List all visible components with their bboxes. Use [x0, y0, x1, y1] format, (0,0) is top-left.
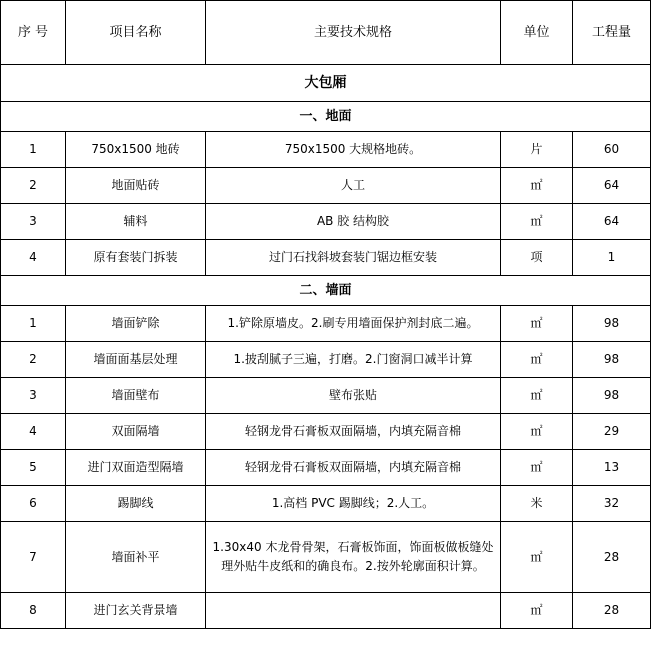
cell-unit: ㎡	[501, 168, 573, 204]
cell-name: 地面贴砖	[66, 168, 206, 204]
header-seq: 序 号	[1, 1, 66, 65]
cell-spec: 1.30x40 木龙骨骨架，石膏板饰面，饰面板做板缝处理外贴牛皮纸和的确良布。2.按外轮廓面积计算。	[206, 522, 501, 593]
header-spec: 主要技术规格	[206, 1, 501, 65]
cell-name: 进门玄关背景墙	[66, 593, 206, 629]
table-row	[1, 204, 651, 240]
cell-unit: 片	[501, 132, 573, 168]
cell-seq: 7	[1, 522, 66, 593]
header-unit: 单位	[501, 1, 573, 65]
table-row	[1, 414, 651, 450]
cell-name: 原有套装门拆装	[66, 240, 206, 276]
cell-unit: ㎡	[501, 522, 573, 593]
cell-spec: 750x1500 大规格地砖。	[206, 132, 501, 168]
section-row	[1, 102, 651, 132]
table-row	[1, 486, 651, 522]
cell-name: 墙面面基层处理	[66, 342, 206, 378]
cell-spec: 人工	[206, 168, 501, 204]
cell-qty: 29	[573, 414, 651, 450]
cell-name: 750x1500 地砖	[66, 132, 206, 168]
cell-spec: 壁布张贴	[206, 378, 501, 414]
cell-qty: 32	[573, 486, 651, 522]
cell-qty: 64	[573, 168, 651, 204]
cell-spec: 过门石找斜坡套装门锯边框安装	[206, 240, 501, 276]
cell-spec: 1.披刮腻子三遍，打磨。2.门窗洞口减半计算	[206, 342, 501, 378]
table-row	[1, 342, 651, 378]
cell-spec: 1.高档 PVC 踢脚线；2.人工。	[206, 486, 501, 522]
cell-unit: ㎡	[501, 306, 573, 342]
table-row	[1, 450, 651, 486]
cell-seq: 5	[1, 450, 66, 486]
cell-seq: 4	[1, 414, 66, 450]
cell-unit: ㎡	[501, 414, 573, 450]
section-title: 二、墙面	[1, 276, 651, 306]
cell-seq: 2	[1, 168, 66, 204]
cell-spec: AB 胶 结构胶	[206, 204, 501, 240]
cell-unit: ㎡	[501, 342, 573, 378]
table-row	[1, 306, 651, 342]
cell-qty: 98	[573, 342, 651, 378]
table-row	[1, 522, 651, 593]
cell-qty: 64	[573, 204, 651, 240]
table-row	[1, 593, 651, 629]
cell-name: 墙面补平	[66, 522, 206, 593]
cell-seq: 4	[1, 240, 66, 276]
cell-qty: 60	[573, 132, 651, 168]
cell-unit: ㎡	[501, 450, 573, 486]
cell-qty: 98	[573, 306, 651, 342]
cell-qty: 1	[573, 240, 651, 276]
section-title: 一、地面	[1, 102, 651, 132]
cell-seq: 3	[1, 378, 66, 414]
header-name: 项目名称	[66, 1, 206, 65]
cell-name: 进门双面造型隔墙	[66, 450, 206, 486]
cell-qty: 13	[573, 450, 651, 486]
cell-name: 双面隔墙	[66, 414, 206, 450]
cell-qty: 28	[573, 522, 651, 593]
table-row	[1, 168, 651, 204]
header-qty: 工程量	[573, 1, 651, 65]
cell-seq: 2	[1, 342, 66, 378]
cell-spec: 轻钢龙骨石膏板双面隔墙，内填充隔音棉	[206, 414, 501, 450]
cell-seq: 3	[1, 204, 66, 240]
cell-spec	[206, 593, 501, 629]
cell-qty: 98	[573, 378, 651, 414]
header-row	[1, 1, 651, 65]
cell-name: 墙面铲除	[66, 306, 206, 342]
table-row	[1, 378, 651, 414]
cell-seq: 6	[1, 486, 66, 522]
cell-name: 辅料	[66, 204, 206, 240]
cell-seq: 8	[1, 593, 66, 629]
section-row	[1, 276, 651, 306]
cell-unit: ㎡	[501, 204, 573, 240]
category-row	[1, 65, 651, 102]
cell-unit: ㎡	[501, 593, 573, 629]
cell-unit: 米	[501, 486, 573, 522]
cell-seq: 1	[1, 306, 66, 342]
table-row	[1, 240, 651, 276]
cell-unit: ㎡	[501, 378, 573, 414]
cell-name: 墙面壁布	[66, 378, 206, 414]
cell-qty: 28	[573, 593, 651, 629]
cell-seq: 1	[1, 132, 66, 168]
cell-unit: 项	[501, 240, 573, 276]
cell-name: 踢脚线	[66, 486, 206, 522]
table-row	[1, 132, 651, 168]
cell-spec: 轻钢龙骨石膏板双面隔墙，内填充隔音棉	[206, 450, 501, 486]
category-title: 大包厢	[1, 65, 651, 102]
cell-spec: 1.铲除原墙皮。2.刷专用墙面保护剂封底二遍。	[206, 306, 501, 342]
